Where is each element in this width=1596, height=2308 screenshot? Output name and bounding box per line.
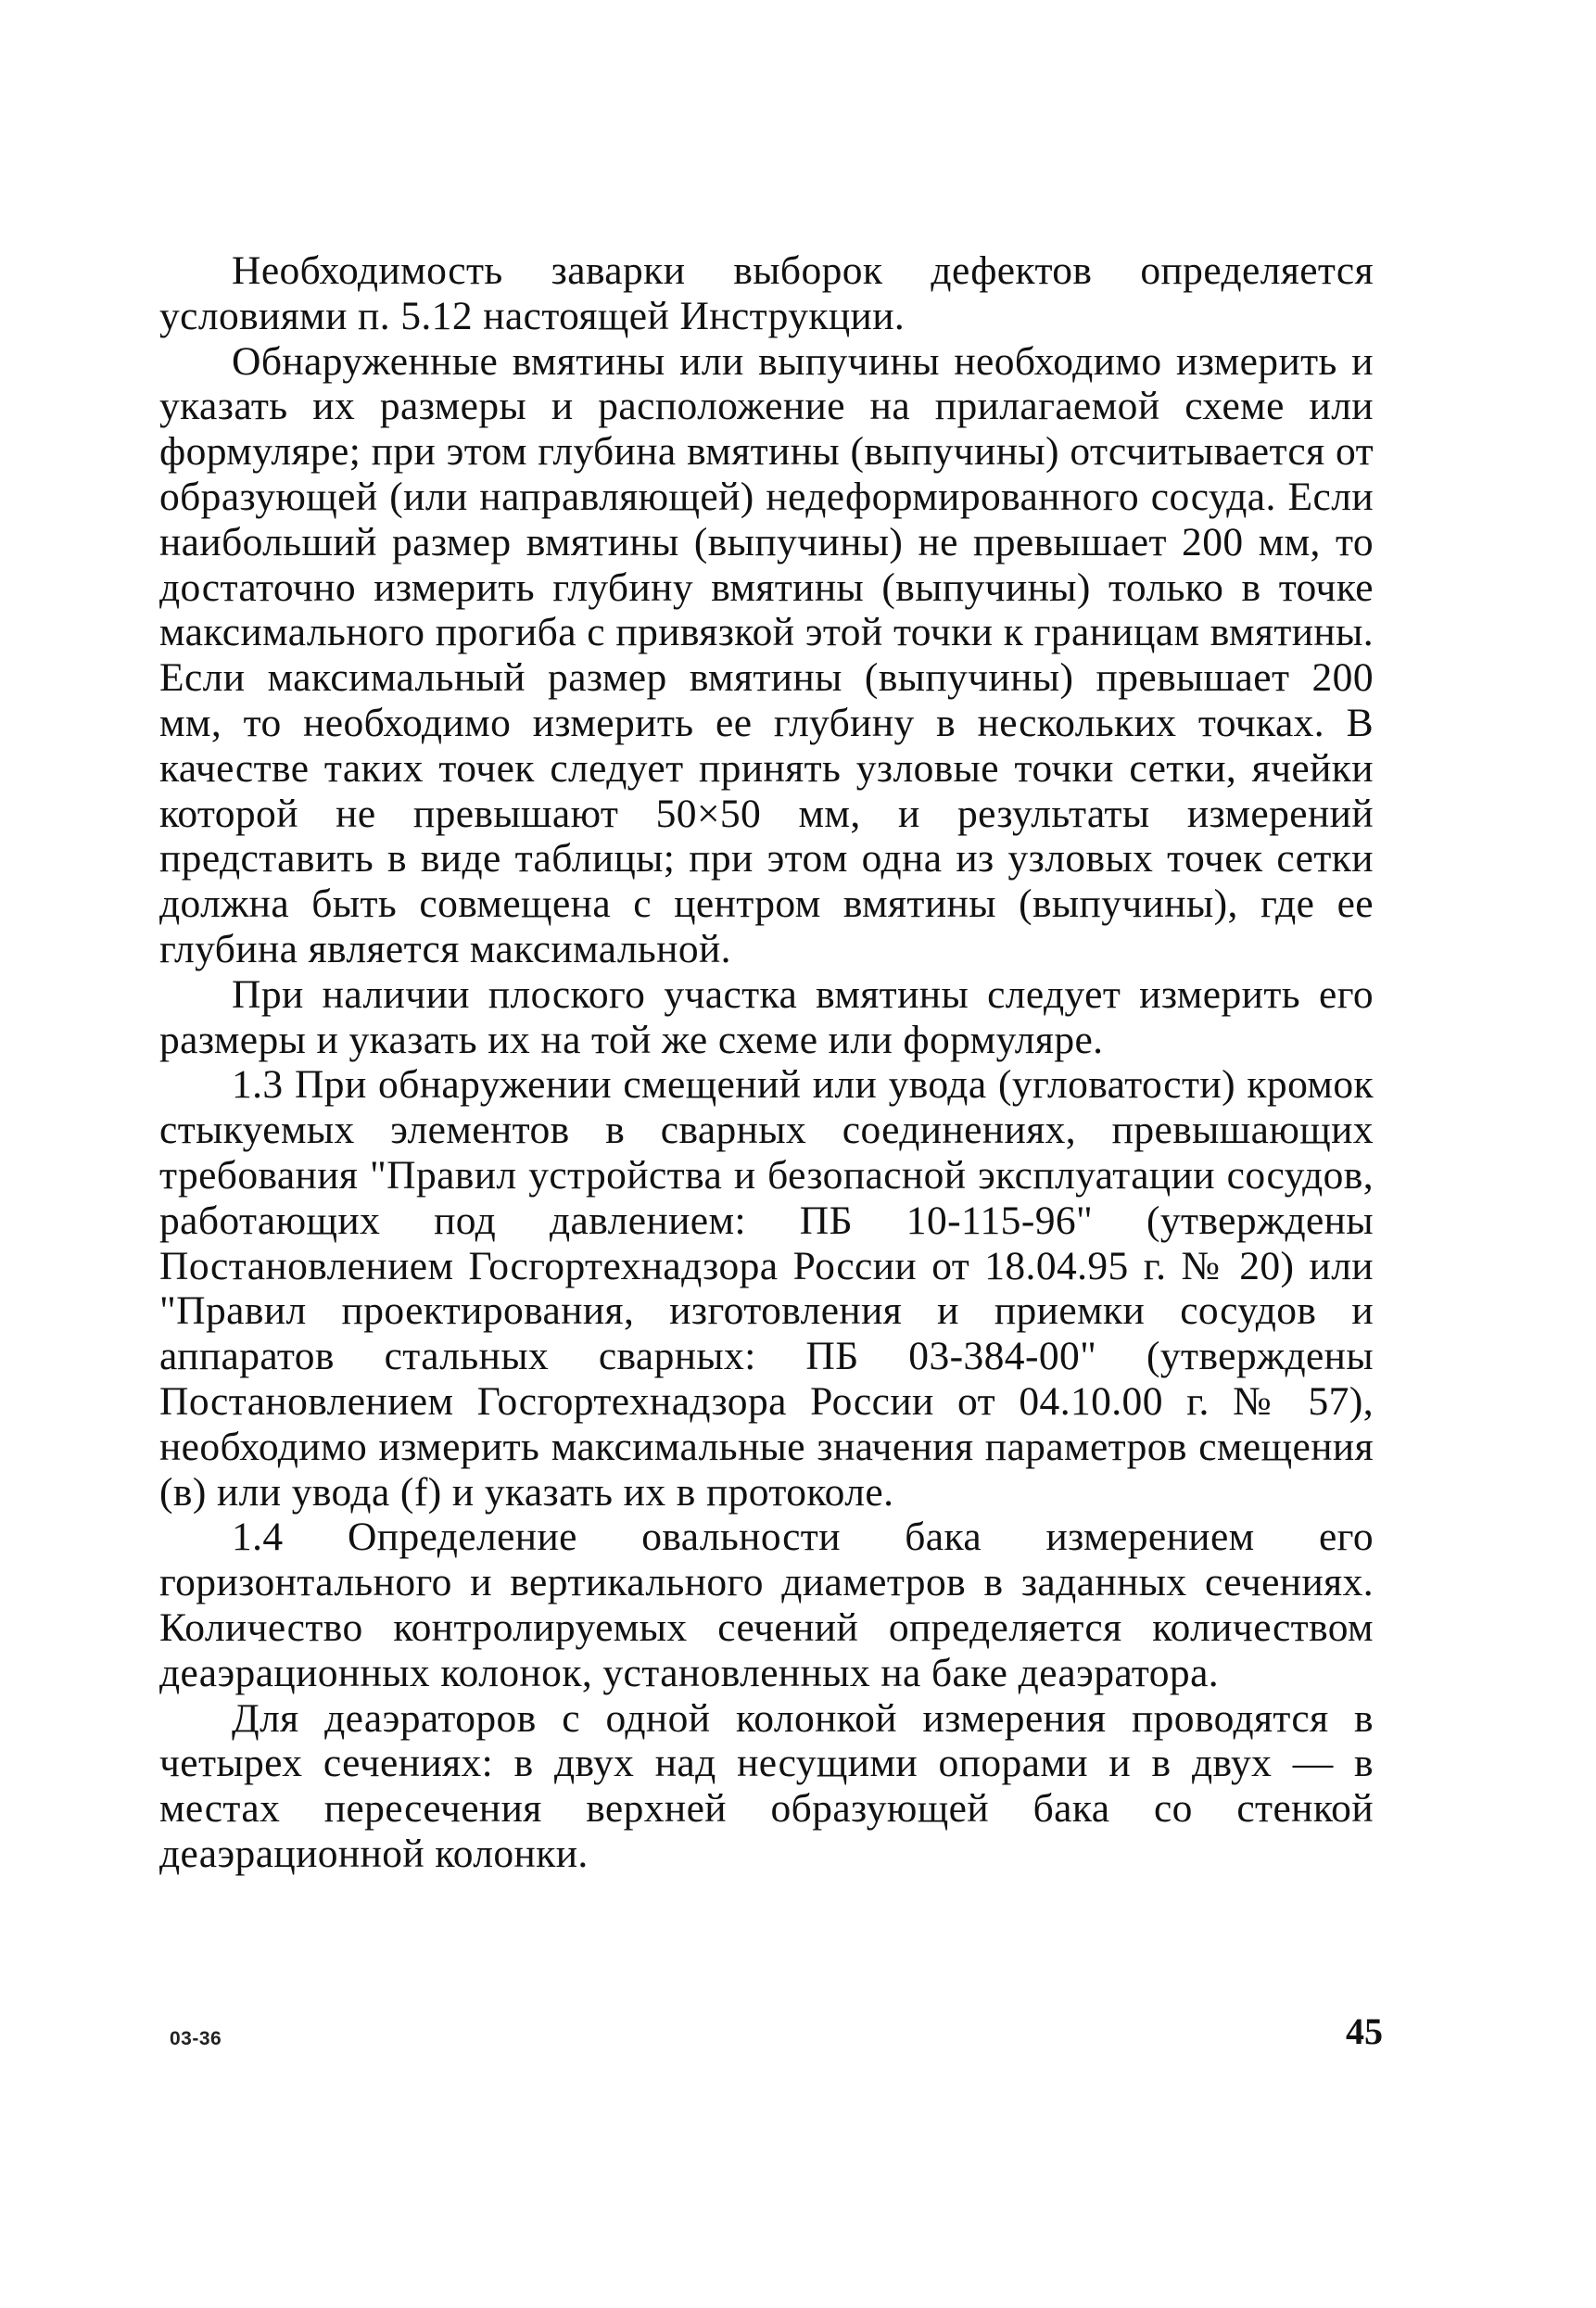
paragraph-1-4-ovality: 1.4 Определение овальности бака измерением его горизонтального и вертикального диаметров в заданных сечениях. Количество контролируемых сечений определяется количеством деаэрационных колонок, установленных на баке деаэратора. [159, 1515, 1374, 1695]
paragraph-welding-defects: Необходимость заварки выборок дефектов определяется условиями п. 5.12 настоящей Инструкции. [159, 248, 1374, 338]
body-text [159, 248, 1374, 1877]
paragraph-flat-area: При наличии плоского участка вмятины следует измерить его размеры и указать их на той же схеме или формуляре. [159, 971, 1374, 1062]
paragraph-single-column: Для деаэраторов с одной колонкой измерения проводятся в четырех сечениях: в двух над несущими опорами и в двух — в местах пересечения верхней образующей бака со стенкой деаэрационной колонки. [159, 1695, 1374, 1876]
paragraph-1-3-offset: 1.3 При обнаружении смещений или увода (угловатости) кромок стыкуемых элементов в сварных соединениях, превышающих требования "Правил устройства и безопасной эксплуатации сосудов, работающих под давлением: ПБ 10-115-96" (утверждены Постановлением Госгортехнадзора России от 18.04.95 г. № 20) или "Правил проектирования, изготовления и приемки сосудов и аппаратов стальных сварных: ПБ 03-384-00" (утверждены Постановлением Госгортехнадзора России от 04.10.00 г. № 57), необходимо измерить максимальные значения параметров смещения (в) или увода (f) и указать их в протоколе. [159, 1062, 1374, 1515]
paragraph-dents-measurement: Обнаруженные вмятины или выпучины необходимо измерить и указать их размеры и расположение на прилагаемой схеме или формуляре; при этом глубина вмятины (выпучины) отсчитывается от образующей (или направляющей) недеформированного сосуда. Если наибольший размер вмятины (выпучины) не превышает 200 мм, то достаточно измерить глубину вмятины (выпучины) только в точке максимального прогиба с привязкой этой точки к границам вмятины. Если максимальный размер вмятины (выпучины) превышает 200 мм, то необходимо измерить ее глубину в нескольких точках. В качестве таких точек следует принять узловые точки сетки, ячейки которой не превышают 50×50 мм, и результаты измерений представить в виде таблицы; при этом одна из узловых точек сетки должна быть совмещена с центром вмятины (выпучины), где ее глубина является максимальной. [159, 338, 1374, 971]
page-number: 45 [1346, 2010, 1383, 2052]
footer-print-code: 03-36 [170, 2028, 222, 2049]
